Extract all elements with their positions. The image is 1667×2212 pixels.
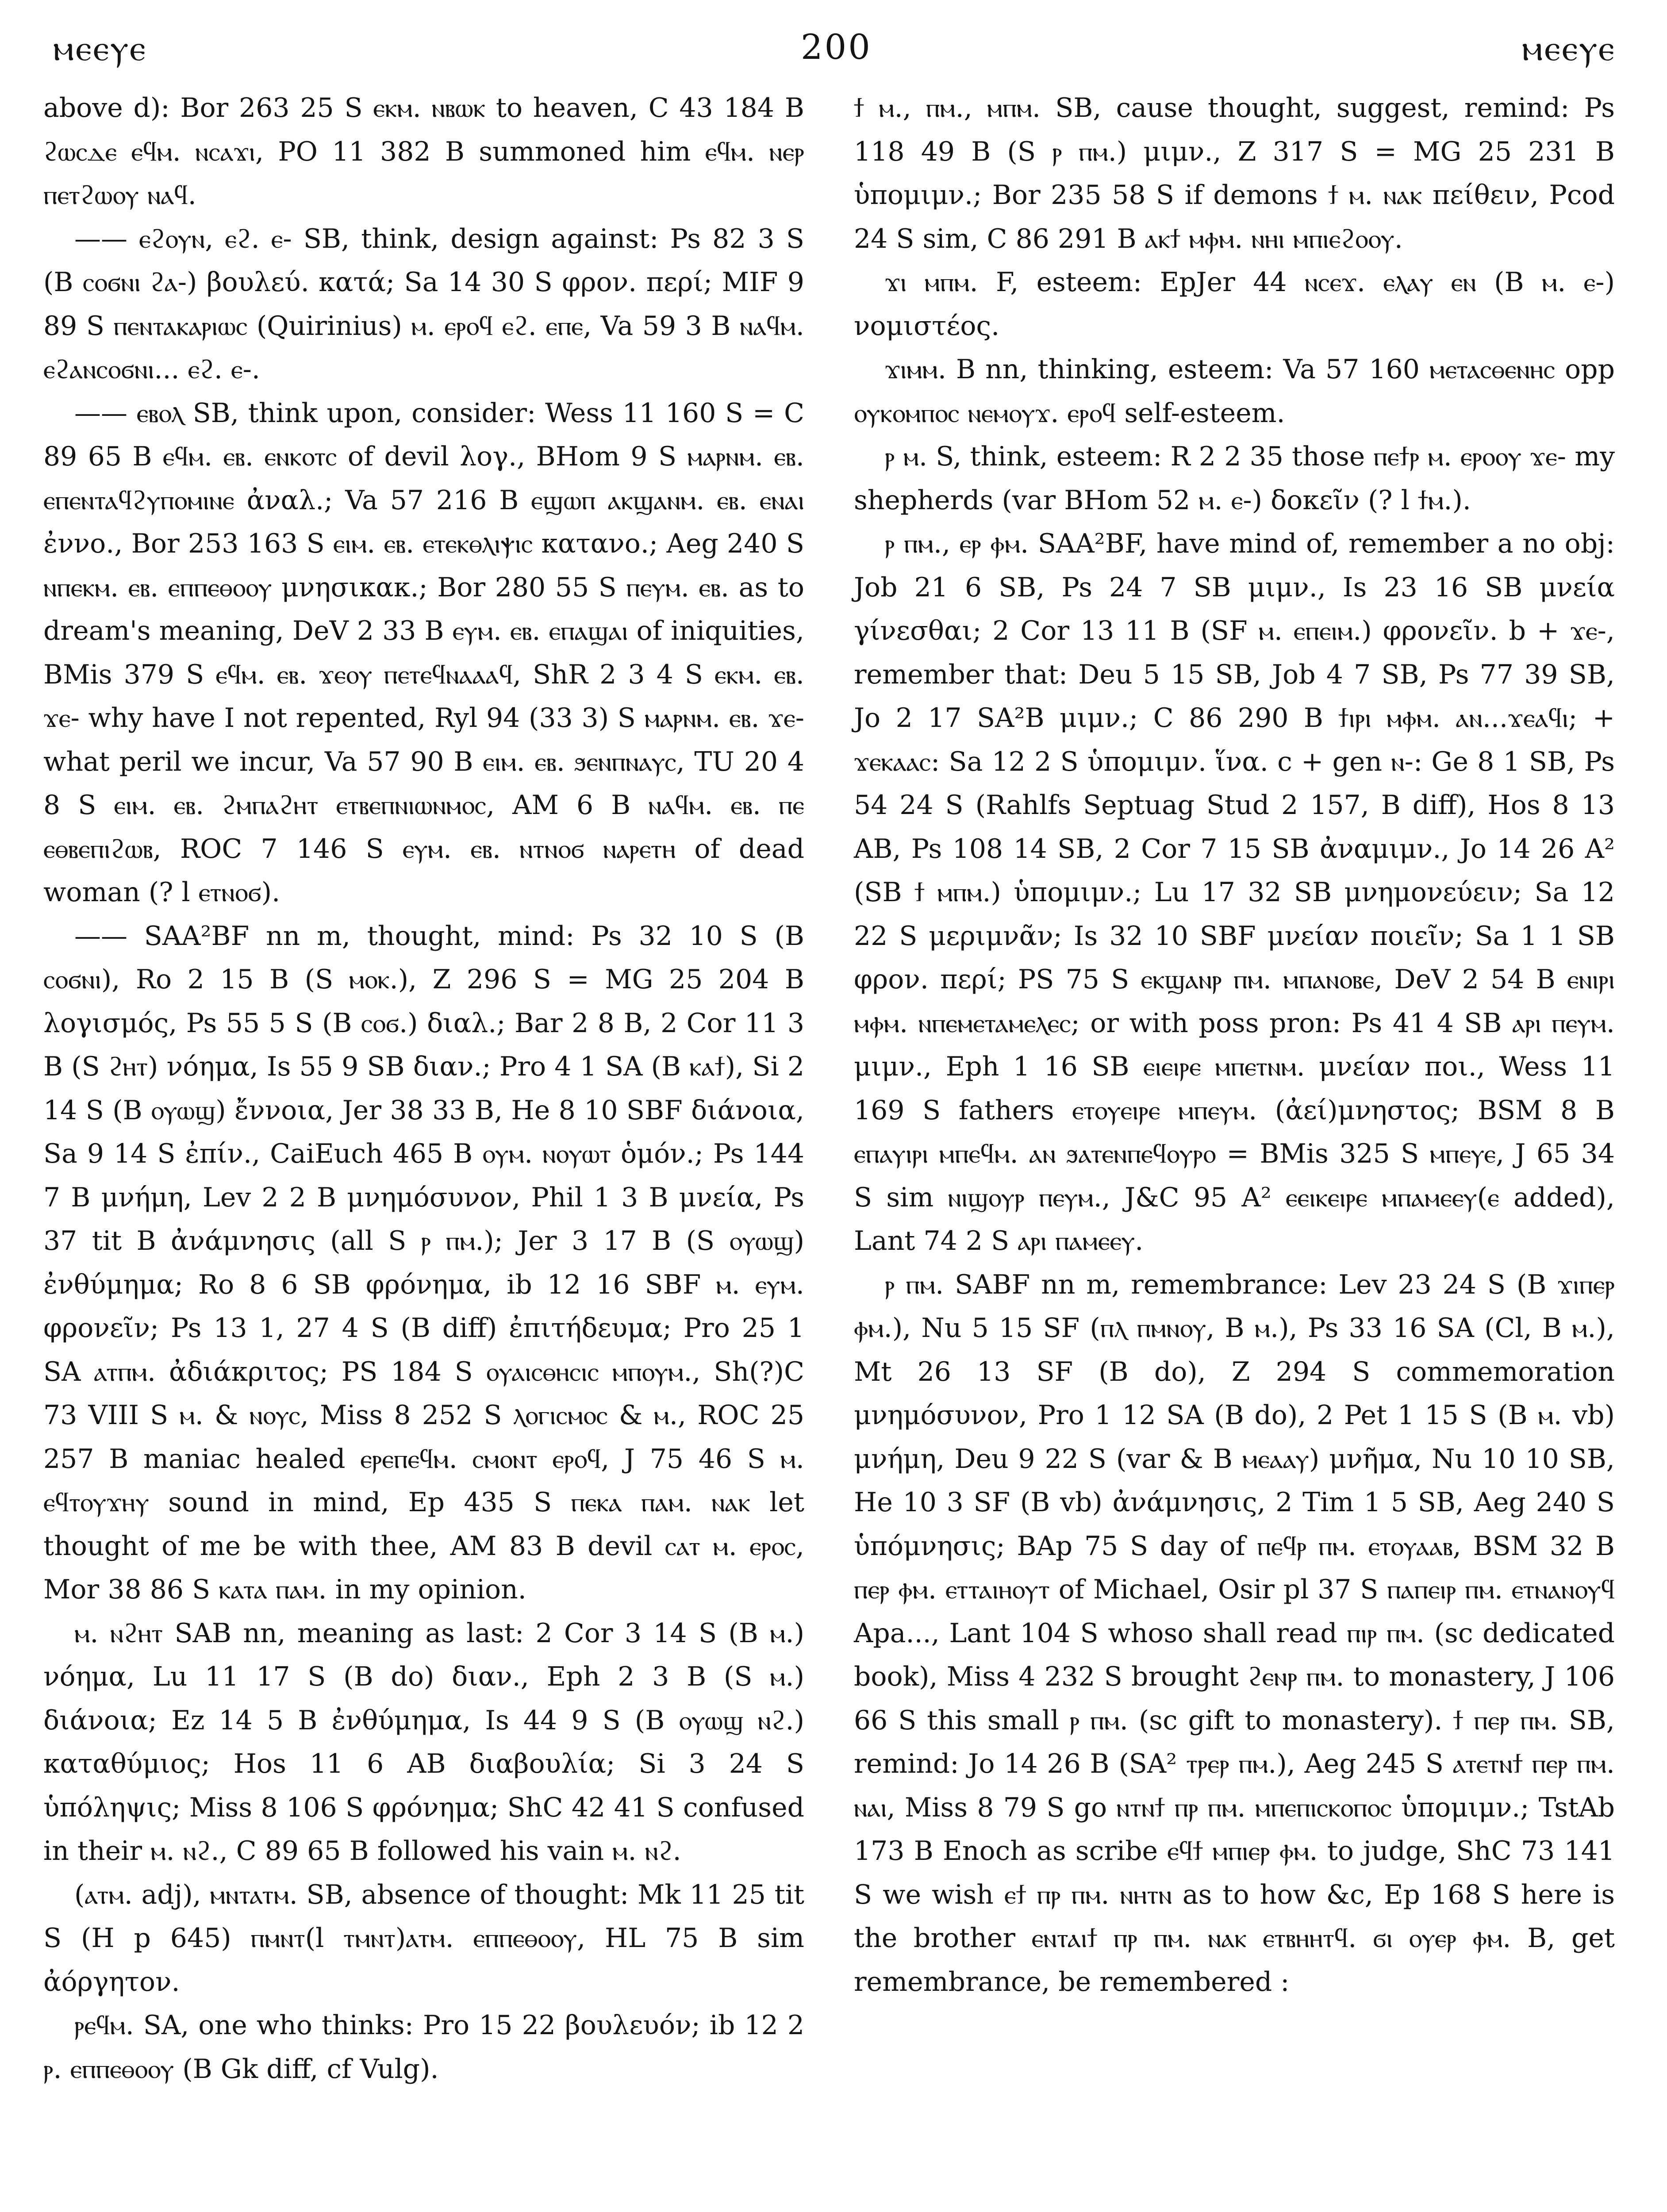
entry-mntatm: (ⲁⲧⲙ. adj), ⲙⲛⲧⲁⲧⲙ. SB, absence of thought: Mk 11 25 tit S (H p 645) ⲡⲙⲛⲧ(l ⲧⲙⲛⲧ)ⲁⲧⲙ. ⲉⲡⲡⲉⲑⲟⲟⲩ, HL 75 B sim ἀόργητον. [43, 1879, 804, 1997]
entry-r-m: ⲣ ⲙ. S, think, esteem: R 2 2 35 those ⲡⲉϯⲣ ⲙ. ⲉⲣⲟⲟⲩ ϫⲉ- my shepherds (var BHom 52 ⲙ. ⲉ-) δοκεῖν (? l ϯⲙ.). [854, 441, 1615, 516]
page-header [0, 18, 1667, 84]
entry-noun-thought: —— SAA²BF nn m, thought, mind: Ps 32 10 S (B ⲥⲟϭⲛⲓ), Ro 2 15 B (S ⲙⲟⲕ.), Z 296 S = MG 25 204 B λογισμός, Ps 55 5 S (B ⲥⲟϭ.) διαλ.; Bar 2 8 B, 2 Cor 11 3 B (S ϩⲏⲧ) νόημα, Is 55 9 SB διαν.; Pro 4 1 SA (B ⲕⲁϯ), Si 2 14 S (B ⲟⲩⲱϣ) ἔννοια, Jer 38 33 B, He 8 10 SBF διάνοια, Sa 9 14 S ἐπίν., CaiEuch 465 B ⲟⲩⲙ. ⲛⲟⲩⲱⲧ ὁμόν.; Ps 144 7 B μνήμη, Lev 2 2 B μνημόσυνον, Phil 1 3 B μνεία, Ps 37 tit B ἀνάμνησις (all S ⲣ ⲡⲙ.); Jer 3 17 B (S ⲟⲩⲱϣ) ἐνθύμημα; Ro 8 6 SB φρόνημα, ib 12 16 SBF ⲙ. ⲉⲩⲙ. φρονεῖν; Ps 13 1, 27 4 S (B diff) ἐπιτήδευμα; Pro 25 1 SA ⲁⲧⲡⲙ. ἀδιάκριτος; PS 184 S ⲟⲩⲁⲓⲥⲑⲏⲥⲓⲥ ⲙⲡⲟⲩⲙ., Sh(?)C 73 VIII S ⲙ. & ⲛⲟⲩⲥ, Miss 8 252 S ⲗⲟⲅⲓⲥⲙⲟⲥ & ⲙ., ROC 25 257 B maniac healed ⲉⲣⲉⲡⲉϥⲙ. ⲥⲙⲟⲛⲧ ⲉⲣⲟϥ, J 75 46 S ⲙ. ⲉϥⲧⲟⲩϫⲏⲩ sound in mind, Ep 435 S ⲡⲉⲕⲁ ⲡⲁⲙ. ⲛⲁⲕ let thought of me be with thee, AM 83 B devil ⲥⲁⲧ ⲙ. ⲉⲣⲟⲥ, Mor 38 86 S ⲕⲁⲧⲁ ⲡⲁⲙ. in my opinion. [43, 920, 804, 1605]
entry-ehoun: —— ⲉϩⲟⲩⲛ, ⲉϩ. ⲉ- SB, think, design against: Ps 82 3 S (B ⲥⲟϭⲛⲓ ϩⲁ-) βουλεύ. κατά; Sa 14 30 S φρον. περί; MIF 9 89 S ⲡⲉⲛⲧⲁⲕⲁⲣⲓⲱⲥ (Quirinius) ⲙ. ⲉⲣⲟϥ ⲉϩ. ⲉⲡⲉ, Va 59 3 B ⲛⲁϥⲙ. ⲉϩⲁⲛⲥⲟϭⲛⲓ... ⲉϩ. ⲉ-. [43, 223, 804, 385]
entry-continuation: above d): Bor 263 25 S ⲉⲕⲙ. ⲛⲃⲱⲕ to heaven, C 43 184 B ϩⲱⲥⲇⲉ ⲉϥⲙ. ⲛⲥⲁϫⲓ, PO 11 382 B summoned him ⲉϥⲙ. ⲛⲉⲣ ⲡⲉⲧϩⲱⲟⲩ ⲛⲁϥ. [43, 92, 804, 211]
right-running-head: ⲙⲉⲉⲩⲉ [1522, 27, 1616, 69]
right-column [854, 86, 1615, 2004]
left-running-head: ⲙⲉⲉⲩⲉ [53, 27, 147, 69]
entry-ebol: —— ⲉⲃⲟⲗ SB, think upon, consider: Wess 11 160 S = C 89 65 B ⲉϥⲙ. ⲉⲃ. ⲉⲛⲕⲟⲧⲥ of devil λογ., BHom 9 S ⲙⲁⲣⲛⲙ. ⲉⲃ. ⲉⲡⲉⲛⲧⲁϥϩⲩⲡⲟⲙⲓⲛⲉ ἀναλ.; Va 57 216 B ⲉϣⲱⲡ ⲁⲕϣⲁⲛⲙ. ⲉⲃ. ⲉⲛⲁⲓ ἐννο., Bor 253 163 S ⲉⲓⲙ. ⲉⲃ. ⲉⲧⲉⲕⲑⲗⲓⲯⲓⲥ κατανο.; Aeg 240 S ⲛⲡⲉⲕⲙ. ⲉⲃ. ⲉⲡⲡⲉⲑⲟⲟⲩ μνησικακ.; Bor 280 55 S ⲡⲉⲩⲙ. ⲉⲃ. as to dream's meaning, DeV 2 33 B ⲉⲩⲙ. ⲉⲃ. ⲉⲡⲁϣⲁⲓ of iniquities, BMis 379 S ⲉϥⲙ. ⲉⲃ. ϫⲉⲟⲩ ⲡⲉⲧⲉϥⲛⲁⲁⲁϥ, ShR 2 3 4 S ⲉⲕⲙ. ⲉⲃ. ϫⲉ- why have I not repented, Ryl 94 (33 3) S ⲙⲁⲣⲛⲙ. ⲉⲃ. ϫⲉ- what peril we incur, Va 57 90 B ⲉⲓⲙ. ⲉⲃ. ϧⲉⲛⲡⲛⲁⲩⲥ, TU 20 4 8 S ⲉⲓⲙ. ⲉⲃ. ϩⲙⲡⲁϩⲏⲧ ⲉⲧⲃⲉⲡⲛⲓⲱⲛⲙⲟⲥ, AM 6 B ⲛⲁϥⲙ. ⲉⲃ. ⲡⲉ ⲉⲑⲃⲉⲡⲓϩⲱⲃ, ROC 7 146 S ⲉⲩⲙ. ⲉⲃ. ⲛⲧⲛⲟϭ ⲛⲁⲣⲉⲧⲏ of dead woman (? l ⲉⲧⲛⲟϭ). [43, 397, 804, 908]
entry-r-pm-remember: ⲣ ⲡⲙ., ⲉⲣ ⲫⲙ. SAA²BF, have mind of, remember a no obj: Job 21 6 SB, Ps 24 7 SB μιμν., Is 23 16 SB μνεία γίνεσθαι; 2 Cor 13 11 B (SF ⲙ. ⲉⲡⲉⲓⲙ.) φρονεῖν. b + ϫⲉ-, remember that: Deu 5 15 SB, Job 4 7 SB, Ps 77 39 SB, Jo 2 17 SA²B μιμν.; C 86 290 B ϯⲓⲣⲓ ⲙⲫⲙ. ⲁⲛ...ϫⲉⲁϥⲓ; + ϫⲉⲕⲁⲁⲥ: Sa 12 2 S ὑπομιμν. ἵνα. c + gen ⲛ-: Ge 8 1 SB, Ps 54 24 S (Rahlfs Septuag Stud 2 157, B diff), Hos 8 13 AB, Ps 108 14 SB, 2 Cor 7 15 SB ἀναμιμν., Jo 14 26 A² (SB ϯ ⲙⲡⲙ.) ὑπομιμν.; Lu 17 32 SB μνημονεύειν; Sa 12 22 S μεριμνᾶν; Is 32 10 SBF μνείαν ποιεῖν; Sa 1 1 SB φρον. περί; PS 75 S ⲉⲕϣⲁⲛⲣ ⲡⲙ. ⲙⲡⲁⲛⲟⲃⲉ, DeV 2 54 B ⲉⲛⲓⲣⲓ ⲙⲫⲙ. ⲛⲡⲉⲙⲉⲧⲁⲙⲉⲗⲉⲥ; or with poss pron: Ps 41 4 SB ⲁⲣⲓ ⲡⲉⲩⲙ. μιμν., Eph 1 16 SB ⲉⲓⲉⲓⲣⲉ ⲙⲡⲉⲧⲛⲙ. μνείαν ποι., Wess 11 169 S fathers ⲉⲧⲟⲩⲉⲓⲣⲉ ⲙⲡⲉⲩⲙ. (ἀεί)μνηστος; BSM 8 B ⲉⲡⲁⲩⲓⲣⲓ ⲙⲡⲉϥⲙ. ⲁⲛ ϧⲁⲧⲉⲛⲡⲉϥⲟⲩⲣⲟ = BMis 325 S ⲙⲡⲉⲩⲉ, J 65 34 S sim ⲛⲓϣⲟⲩⲣ ⲡⲉⲩⲙ., J&C 95 A² ⲉⲉⲓⲕⲉⲓⲣⲉ ⲙⲡⲁⲙⲉⲉⲩ(ⲉ added), Lant 74 2 S ⲁⲣⲓ ⲡⲁⲙⲉⲉⲩ. [854, 528, 1615, 1256]
left-column [43, 86, 804, 2091]
entry-ji-mpm: ϫⲓ ⲙⲡⲙ. F, esteem: EpJer 44 ⲛⲥⲉϫ. ⲉⲗⲁⲩ ⲉⲛ (B ⲙ. ⲉ-) νομιστέος. [854, 267, 1615, 342]
entry-ti-m: ϯ ⲙ., ⲡⲙ., ⲙⲡⲙ. SB, cause thought, suggest, remind: Ps 118 49 B (S ⲣ ⲡⲙ.) μιμν., Z 317 S = MG 25 231 B ὑπομιμν.; Bor 235 58 S if demons ϯ ⲙ. ⲛⲁⲕ πείθειν, Pcod 24 S sim, C 86 291 B ⲁⲕϯ ⲙⲫⲙ. ⲛⲏⲓ ⲙⲡⲓⲉϩⲟⲟⲩ. [854, 92, 1615, 254]
entry-r-pm-remembrance: ⲣ ⲡⲙ. SABF nn m, remembrance: Lev 23 24 S (B ϫⲓⲡⲉⲣ ⲫⲙ.), Nu 5 15 SF (ⲡⲗ ⲡⲙⲛⲟⲩ, B ⲙ.), Ps 33 16 SA (Cl, B ⲙ.), Mt 26 13 SF (B do), Z 294 S commemoration μνημόσυνον, Pro 1 12 SA (B do), 2 Pet 1 15 S (B ⲙ. vb) μνήμη, Deu 9 22 S (var & B ⲙⲉⲁⲁⲩ) μνῆμα, Nu 10 10 SB, He 10 3 SF (B vb) ἀνάμνησις, 2 Tim 1 5 SB, Aeg 240 S ὑπόμνησις; BAp 75 S day of ⲡⲉϥⲣ ⲡⲙ. ⲉⲧⲟⲩⲁⲁⲃ, BSM 32 B ⲡⲉⲣ ⲫⲙ. ⲉⲧⲧⲁⲓⲏⲟⲩⲧ of Michael, Osir pl 37 S ⲡⲁⲡⲉⲓⲣ ⲡⲙ. ⲉⲧⲛⲁⲛⲟⲩϥ Apa..., Lant 104 S whoso shall read ⲡⲓⲣ ⲡⲙ. (sc dedicated book), Miss 4 232 S brought ϩⲉⲛⲣ ⲡⲙ. to monastery, J 106 66 S this small ⲣ ⲡⲙ. (sc gift to monastery). ϯ ⲡⲉⲣ ⲡⲙ. SB, remind: Jo 14 26 B (SA² ⲧⲣⲉⲣ ⲡⲙ.), Aeg 245 S ⲁⲧⲉⲧⲛϯ ⲡⲉⲣ ⲡⲙ. ⲛⲁⲓ, Miss 8 79 S go ⲛⲧⲛϯ ⲡⲣ ⲡⲙ. ⲙⲡⲉⲡⲓⲥⲕⲟⲡⲟⲥ ὑπομιμν.; TstAb 173 B Enoch as scribe ⲉϥϯ ⲙⲡⲓⲉⲣ ⲫⲙ. to judge, ShC 73 141 S we wish ⲉϯ ⲡⲣ ⲡⲙ. ⲛⲏⲧⲛ as to how &c, Ep 168 S here is the brother ⲉⲛⲧⲁⲓϯ ⲡⲣ ⲡⲙ. ⲛⲁⲕ ⲉⲧⲃⲏⲏⲧϥ. ϭⲓ ⲟⲩⲉⲣ ⲫⲙ. B, get remembrance, be remembered : [854, 1269, 1615, 1997]
entry-m-nhet: ⲙ. ⲛϩⲏⲧ SAB nn, meaning as last: 2 Cor 3 14 S (B ⲙ.) νόημα, Lu 11 17 S (B do) διαν., Eph 2 3 B (S ⲙ.) διάνοια; Ez 14 5 B ἐνθύμημα, Is 44 9 S (B ⲟⲩⲱϣ ⲛϩ.) καταθύμιος; Hos 11 6 AB διαβουλία; Si 3 24 S ὑπόληψις; Miss 8 106 S φρόνημα; ShC 42 41 S confused in their ⲙ. ⲛϩ., C 89 65 B followed his vain ⲙ. ⲛϩ. [43, 1617, 804, 1866]
entry-jimm: ϫⲓⲙⲙ. B nn, thinking, esteem: Va 57 160 ⲙⲉⲧⲁⲥⲑⲉⲛⲏⲥ opp ⲟⲩⲕⲟⲙⲡⲟⲥ ⲛⲉⲙⲟⲩϫ. ⲉⲣⲟϥ self-esteem. [854, 354, 1615, 429]
page-number: 200 [801, 27, 872, 67]
entry-refm: ⲣⲉϥⲙ. SA, one who thinks: Pro 15 22 βουλευόν; ib 12 2 ⲣ. ⲉⲡⲡⲉⲑⲟⲟⲩ (B Gk diff, cf Vulg). [43, 2010, 804, 2085]
